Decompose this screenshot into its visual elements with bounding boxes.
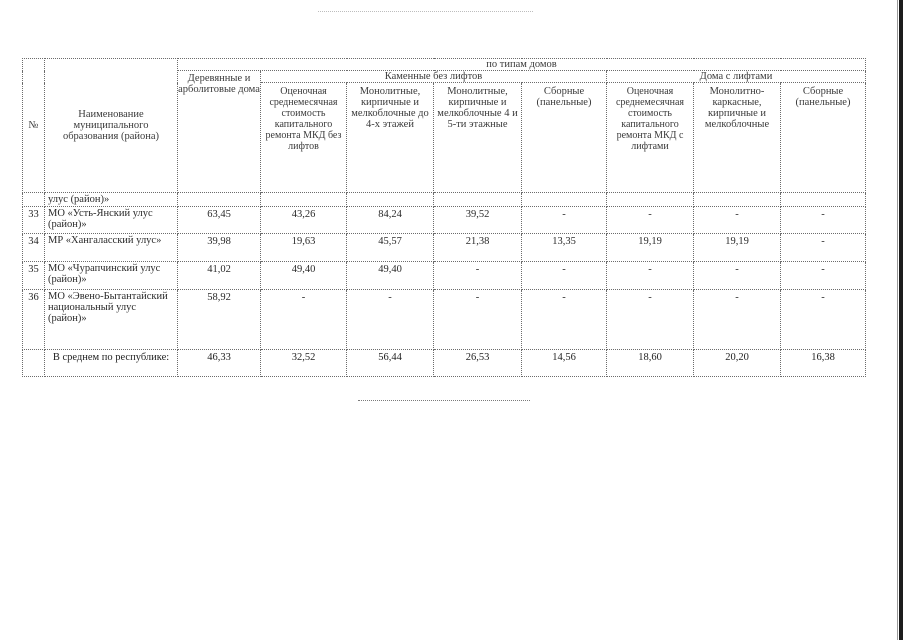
value-mono-frame: - [694, 290, 781, 350]
cell-empty [781, 193, 866, 207]
header-number: № [23, 59, 45, 193]
row-number: 36 [23, 290, 45, 350]
cell-empty [522, 193, 607, 207]
cell-empty [434, 193, 522, 207]
value-avg-with-lift: - [607, 207, 694, 234]
value-mono-45: - [434, 262, 522, 290]
scan-edge [899, 0, 903, 640]
value-prefab-2: - [781, 290, 866, 350]
continuation-name: улус (район)» [45, 193, 178, 207]
total-prefab-1: 14,56 [522, 350, 607, 377]
total-mono-frame: 20,20 [694, 350, 781, 377]
cell-empty [261, 193, 347, 207]
value-prefab-1: 13,35 [522, 234, 607, 262]
header-prefab-1: Сборные (панельные) [522, 83, 607, 193]
header-monolithic-45: Монолитные, кирпичные и мелкоблочные 4 и 5-ти этажные [434, 83, 522, 193]
header-row-1 [23, 59, 866, 71]
value-prefab-2: - [781, 207, 866, 234]
continuation-row [23, 193, 866, 207]
cell-empty [23, 350, 45, 377]
row-number: 33 [23, 207, 45, 234]
header-prefab-2: Сборные (панельные) [781, 83, 866, 193]
row-name: МР «Хангаласский улус» [45, 234, 178, 262]
value-mono-4: 84,24 [347, 207, 434, 234]
value-mono-4: - [347, 290, 434, 350]
value-mono-45: 21,38 [434, 234, 522, 262]
value-prefab-2: - [781, 234, 866, 262]
value-avg-with-lift: - [607, 262, 694, 290]
value-prefab-1: - [522, 207, 607, 234]
total-avg-no-lift: 32,52 [261, 350, 347, 377]
cell-empty [178, 193, 261, 207]
value-avg-no-lift: 43,26 [261, 207, 347, 234]
header-name: Наименование муниципального образования (района) [45, 59, 178, 193]
row-name: МО «Эвено-Бытантайский национальный улус (район)» [45, 290, 178, 350]
row-number: 35 [23, 262, 45, 290]
cell-empty [23, 193, 45, 207]
total-prefab-2: 16,38 [781, 350, 866, 377]
header-with-lift: Дома с лифтами [607, 71, 866, 83]
value-prefab-2: - [781, 262, 866, 290]
scan-edge-shadow [897, 0, 898, 640]
value-wooden: 39,98 [178, 234, 261, 262]
value-avg-no-lift: 19,63 [261, 234, 347, 262]
total-mono-45: 26,53 [434, 350, 522, 377]
total-label: В среднем по республике: [45, 350, 178, 377]
value-wooden: 63,45 [178, 207, 261, 234]
row-number: 34 [23, 234, 45, 262]
table-row [23, 290, 866, 350]
value-avg-with-lift: 19,19 [607, 234, 694, 262]
row-name: МО «Чурапчинский улус (район)» [45, 262, 178, 290]
value-prefab-1: - [522, 262, 607, 290]
total-row [23, 350, 866, 377]
header-wooden: Деревянные и арболитовые дома [178, 71, 261, 193]
value-mono-frame: 19,19 [694, 234, 781, 262]
value-mono-4: 45,57 [347, 234, 434, 262]
header-monolithic-frame: Монолитно-каркасные, кирпичные и мелкоблочные [694, 83, 781, 193]
total-mono-4: 56,44 [347, 350, 434, 377]
value-avg-no-lift: 49,40 [261, 262, 347, 290]
value-wooden: 58,92 [178, 290, 261, 350]
cell-empty [607, 193, 694, 207]
value-mono-4: 49,40 [347, 262, 434, 290]
header-monolithic-4: Монолитные, кирпичные и мелкоблочные до 4-х этажей [347, 83, 434, 193]
value-avg-no-lift: - [261, 290, 347, 350]
value-wooden: 41,02 [178, 262, 261, 290]
value-prefab-1: - [522, 290, 607, 350]
header-avg-cost-with-lift: Оценочная среднемесячная стоимость капитального ремонта МКД с лифтами [607, 83, 694, 193]
row-name: МО «Усть-Янский улус (район)» [45, 207, 178, 234]
value-mono-45: 39,52 [434, 207, 522, 234]
header-by-type: по типам домов [178, 59, 866, 71]
cost-table [22, 58, 866, 377]
cell-empty [694, 193, 781, 207]
table-row [23, 234, 866, 262]
total-wooden: 46,33 [178, 350, 261, 377]
value-mono-frame: - [694, 207, 781, 234]
header-stone-no-lift: Каменные без лифтов [261, 71, 607, 83]
bottom-divider [358, 400, 530, 401]
top-divider [318, 11, 533, 12]
header-avg-cost-no-lift: Оценочная среднемесячная стоимость капитального ремонта МКД без лифтов [261, 83, 347, 193]
value-mono-frame: - [694, 262, 781, 290]
value-avg-with-lift: - [607, 290, 694, 350]
total-avg-with-lift: 18,60 [607, 350, 694, 377]
value-mono-45: - [434, 290, 522, 350]
cell-empty [347, 193, 434, 207]
table-row [23, 207, 866, 234]
table-row [23, 262, 866, 290]
